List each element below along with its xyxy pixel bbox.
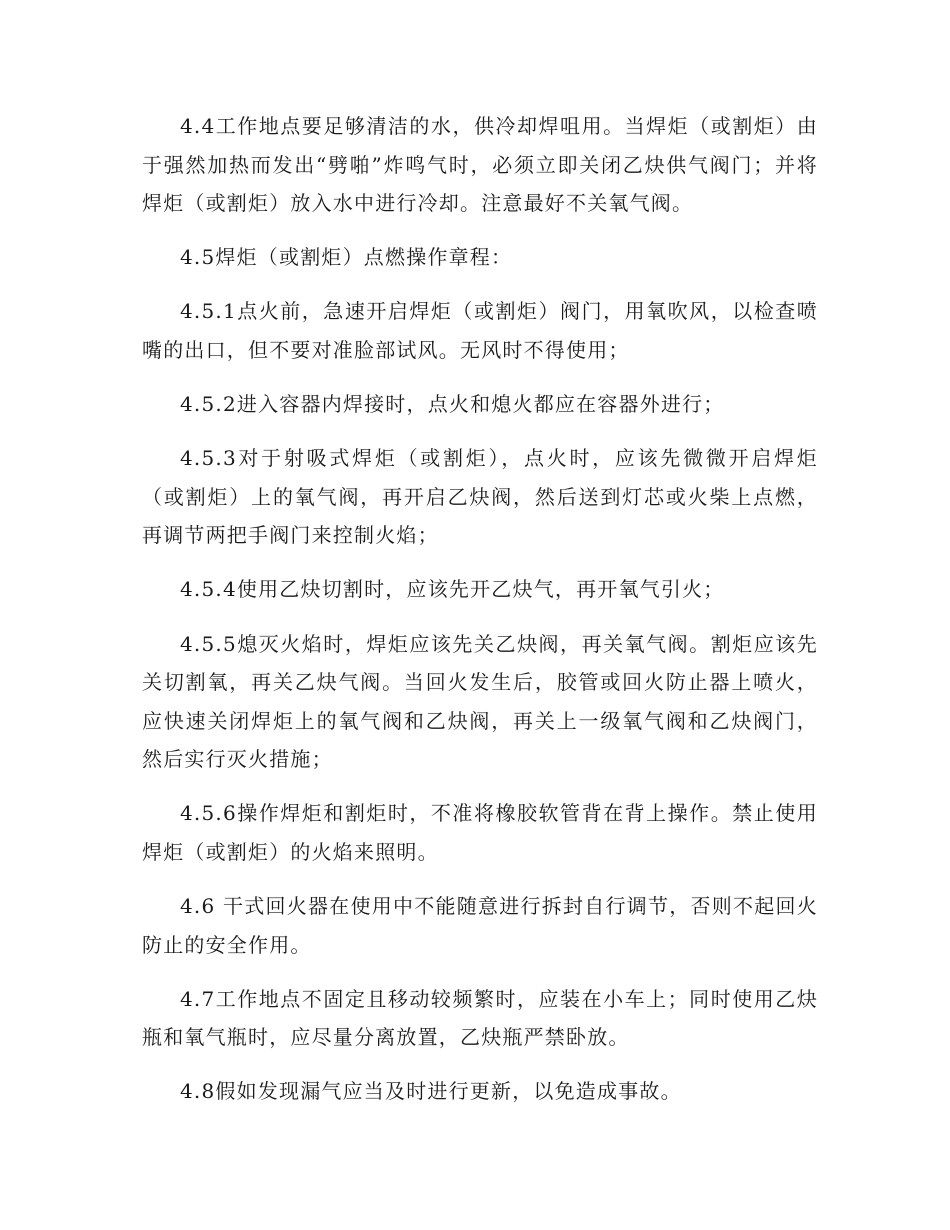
paragraph-4-4: 4.4工作地点要足够清洁的水，供冷却焊咀用。当焊炬（或割炬）由于强然加热而发出“劈啪”炸鸣气时，必须立即关闭乙炔供气阀门；并将焊炬（或割炬）放入水中进行冷却。注意最好不关氧气阀。 [142, 114, 818, 216]
paragraph-4-5-4: 4.5.4使用乙炔切割时，应该先开乙炔气，再开氧气引火； [180, 577, 725, 602]
paragraph-4-6: 4.6 干式回火器在使用中不能随意进行拆封自行调节，否则不起回火防止的安全作用。 [142, 894, 818, 957]
paragraph-4-7: 4.7工作地点不固定且移动较频繁时，应装在小车上；同时使用乙炔瓶和氧气瓶时，应尽量分离放置，乙炔瓶严禁卧放。 [142, 986, 818, 1050]
paragraph-4-5-3: 4.5.3对于射吸式焊炬（或割炬），点火时，应该先微微开启焊炬（或割炬）上的氧气阀，再开启乙炔阀，然后送到灯芯或火柴上点燃，再调节两把手阀门来控制火焰； [142, 446, 818, 548]
paragraph-4-5-5: 4.5.5熄灭火焰时，焊炬应该先关乙炔阀，再关氧气阀。割炬应该先关切割氧，再关乙炔气阀。当回火发生后，胶管或回火防止器上喷火，应快速关闭焊炬上的氧气阀和乙炔阀，再关上一级氧气阀和乙炔阀门，然后实行灭火措施； [142, 631, 818, 772]
paragraph-4-5-1: 4.5.1点火前，急速开启焊炬（或割炬）阀门，用氧吹风，以检查喷嘴的出口，但不要对准脸部试风。无风时不得使用； [142, 299, 818, 362]
paragraph-4-5-2: 4.5.2进入容器内焊接时，点火和熄火都应在容器外进行； [180, 392, 725, 417]
paragraph-4-8: 4.8假如发现漏气应当及时进行更新，以免造成事故。 [180, 1079, 682, 1104]
paragraph-4-5: 4.5焊炬（或割炬）点燃操作章程： [180, 245, 513, 270]
paragraph-4-5-6: 4.5.6操作焊炬和割炬时，不准将橡胶软管背在背上操作。禁止使用焊炬（或割炬）的火焰来照明。 [142, 801, 818, 864]
